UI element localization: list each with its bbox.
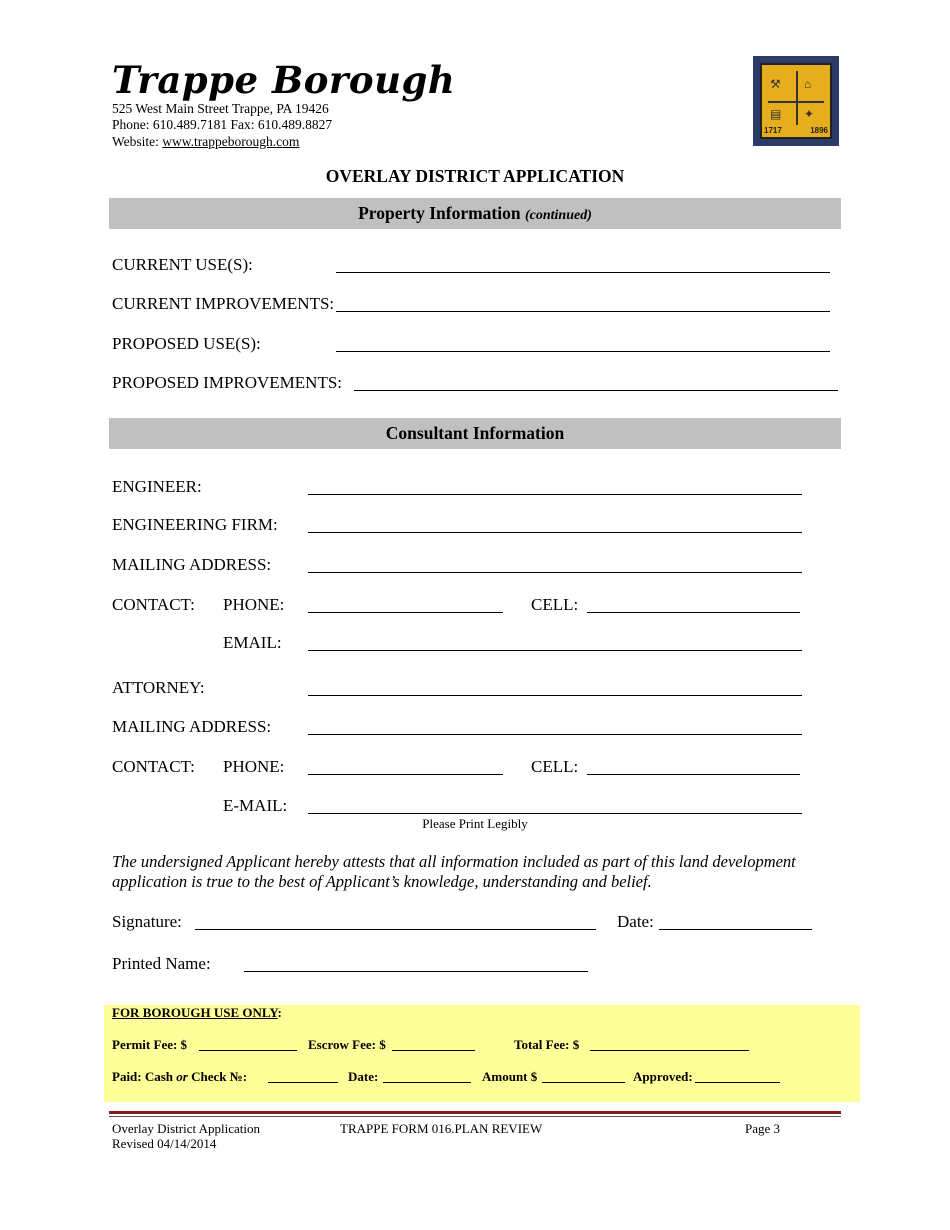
date-label: Date: [617, 912, 654, 931]
property-heading-suffix: (continued) [524, 208, 592, 223]
attorney-email-field[interactable] [308, 813, 802, 814]
escrow-fee-label: Escrow Fee: $ [308, 1037, 386, 1052]
engineer-email-label: EMAIL: [223, 633, 282, 652]
current-uses-label: CURRENT USE(S): [112, 255, 253, 274]
total-fee-field[interactable] [590, 1050, 749, 1051]
engineer-cell-label: CELL: [531, 595, 579, 614]
footer-rule [109, 1111, 841, 1114]
engineer-phone-label: PHONE: [223, 595, 285, 614]
borough-use-heading-text: FOR BOROUGH USE ONLY [112, 1005, 278, 1020]
total-fee-label: Total Fee: $ [514, 1037, 580, 1052]
footer-form-name: Overlay District Application [112, 1121, 261, 1136]
seal-quadrant-icon: ✦ [804, 107, 815, 121]
paid-cash-text: Paid: Cash [112, 1069, 177, 1084]
current-improvements-field[interactable] [336, 311, 830, 312]
signature-field[interactable] [195, 929, 596, 930]
engineering-firm-field[interactable] [308, 532, 802, 533]
address-line: 525 West Main Street Trappe, PA 19426 [112, 101, 329, 116]
amount-label: Amount $ [482, 1069, 538, 1084]
website-label: Website: [112, 134, 163, 149]
permit-fee-field[interactable] [199, 1050, 297, 1051]
seal-year-right: 1896 [810, 126, 828, 135]
engineer-mailing-address-field[interactable] [308, 572, 802, 573]
borough-use-heading [112, 1005, 282, 1021]
engineer-email-field[interactable] [308, 650, 802, 651]
print-legibly-note: Please Print Legibly [422, 816, 528, 831]
printed-name-field[interactable] [244, 971, 588, 972]
check-number-text: Check №: [187, 1069, 248, 1084]
approved-label: Approved: [633, 1069, 693, 1084]
paid-or-text: or [176, 1069, 188, 1084]
property-heading-text: Property Information [358, 203, 525, 223]
seal-year-left: 1717 [764, 126, 782, 135]
borough-use-colon: : [277, 1005, 282, 1020]
paid-label [112, 1069, 247, 1085]
seal-shield [760, 63, 832, 139]
attorney-mailing-address-field[interactable] [308, 734, 802, 735]
attorney-contact-label: CONTACT: [112, 757, 195, 776]
attorney-phone-label: PHONE: [223, 757, 285, 776]
proposed-improvements-field[interactable] [354, 390, 838, 391]
current-uses-field[interactable] [336, 272, 830, 273]
seal-quadrant-icon: ⌂ [804, 77, 812, 91]
attorney-email-label: E-MAIL: [223, 796, 288, 815]
check-number-field[interactable] [268, 1082, 338, 1083]
proposed-improvements-label: PROPOSED IMPROVEMENTS: [112, 373, 343, 392]
website-line [112, 134, 299, 150]
borough-title: Trappe Borough [112, 58, 456, 102]
attorney-mailing-address-label: MAILING ADDRESS: [112, 717, 272, 736]
attestation-text: The undersigned Applicant hereby attests that all information included as part of this land development application is true to the best of Applicant’s knowledge, understanding and belief. [112, 852, 796, 891]
amount-field[interactable] [542, 1082, 625, 1083]
attorney-label: ATTORNEY: [112, 678, 205, 697]
engineer-label: ENGINEER: [112, 477, 202, 496]
proposed-uses-label: PROPOSED USE(S): [112, 334, 261, 353]
footer-page-number: Page 3 [745, 1121, 781, 1136]
property-info-heading [109, 198, 841, 229]
engineer-mailing-address-label: MAILING ADDRESS: [112, 555, 272, 574]
escrow-fee-field[interactable] [392, 1050, 475, 1051]
permit-fee-label: Permit Fee: $ [112, 1037, 188, 1052]
seal-quadrant-icon: ▤ [770, 107, 782, 121]
attorney-field[interactable] [308, 695, 802, 696]
seal-quadrant-icon: ⚒ [770, 77, 781, 91]
engineer-contact-label: CONTACT: [112, 595, 195, 614]
engineer-phone-field[interactable] [308, 612, 503, 613]
attorney-cell-label: CELL: [531, 757, 579, 776]
document-title: OVERLAY DISTRICT APPLICATION [325, 166, 625, 186]
phone-fax-line: Phone: 610.489.7181 Fax: 610.489.8827 [112, 117, 333, 132]
website-link[interactable]: www.trappeborough.com [162, 134, 300, 149]
printed-name-label: Printed Name: [112, 954, 211, 973]
footer-revised: Revised 04/14/2014 [112, 1136, 217, 1151]
footer-rule-thin [109, 1116, 841, 1117]
approved-field[interactable] [695, 1082, 780, 1083]
date-field[interactable] [659, 929, 812, 930]
proposed-uses-field[interactable] [336, 351, 830, 352]
signature-label: Signature: [112, 912, 182, 931]
attorney-cell-field[interactable] [587, 774, 800, 775]
consultant-info-heading: Consultant Information [109, 418, 841, 449]
paid-date-field[interactable] [383, 1082, 471, 1083]
engineer-field[interactable] [308, 494, 802, 495]
borough-seal [753, 56, 839, 146]
engineering-firm-label: ENGINEERING FIRM: [112, 515, 278, 534]
current-improvements-label: CURRENT IMPROVEMENTS: [112, 294, 335, 313]
footer-form-number: TRAPPE FORM 016.PLAN REVIEW [340, 1121, 543, 1136]
engineer-cell-field[interactable] [587, 612, 800, 613]
attorney-phone-field[interactable] [308, 774, 503, 775]
paid-date-label: Date: [348, 1069, 379, 1084]
